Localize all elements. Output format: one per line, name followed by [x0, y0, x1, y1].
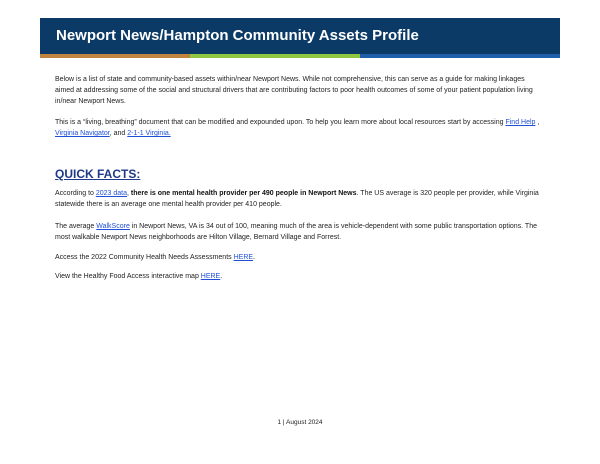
fact-text: in Newport News, VA is 34 out of 100, meaning much of the area is vehicle-dependent with some public transportation options. The most walkable Newport News neighborhoods are Hilton Village, Bernard Village and Forrest.	[55, 223, 537, 241]
fact-text: According to	[55, 190, 96, 197]
fact-text: . The US average is 320 people per provider, while Virginia statewide there is an average one mental health provider per 410 people.	[55, 190, 539, 208]
fact-text: .	[253, 254, 255, 261]
stripe-segment-blue	[360, 54, 560, 58]
fact-text: .	[220, 273, 223, 280]
quick-facts-heading: QUICK FACTS:	[55, 167, 141, 181]
virginia-211-link[interactable]: 2-1-1 Virginia.	[127, 130, 171, 137]
separator-text: , and	[109, 130, 128, 137]
intro-text: Below is a list of state and community-based assets within/near Newport News. While not comprehensive, this can serve as a guide for making linkages aimed at addressing some of the social and structural drivers that are contributing factors to poor health outcomes of some of your patient population living in/near Newport News.	[55, 76, 533, 105]
stripe-segment-orange	[40, 54, 190, 58]
mental-health-highlight: there is one mental health provider per 490 people in Newport News	[130, 190, 357, 197]
chna-here-link[interactable]: HERE	[233, 254, 254, 261]
intro-paragraph	[55, 74, 545, 107]
fact-text: Access the 2022 Community Health Needs Assessments	[55, 254, 234, 261]
mental-health-fact	[55, 188, 545, 210]
walkscore-fact	[55, 221, 545, 243]
living-document-text: This is a “living, breathing” document that can be modified and expounded upon. To help you learn more about local resources start by accessing	[55, 119, 506, 126]
food-map-here-link[interactable]: HERE	[200, 273, 221, 280]
fact-text: View the Healthy Food Access interactive map	[55, 273, 201, 280]
chna-fact	[55, 252, 545, 263]
page-footer: 1 | August 2024	[277, 419, 323, 426]
header-banner	[40, 18, 560, 54]
fact-text: ,	[127, 190, 131, 197]
separator-text: ,	[535, 119, 540, 126]
2023-data-link[interactable]: 2023 data	[95, 190, 128, 197]
food-access-fact	[55, 271, 545, 282]
header-accent-stripe	[40, 54, 560, 58]
walkscore-link[interactable]: WalkScore	[96, 223, 130, 230]
page-title: Newport News/Hampton Community Assets Profile	[56, 27, 419, 44]
virginia-navigator-link[interactable]: Virginia Navigator	[55, 130, 110, 137]
fact-text: The average	[55, 223, 97, 230]
find-help-link[interactable]: Find Help	[505, 119, 536, 126]
living-document-paragraph	[55, 117, 545, 139]
stripe-segment-green	[190, 54, 360, 58]
